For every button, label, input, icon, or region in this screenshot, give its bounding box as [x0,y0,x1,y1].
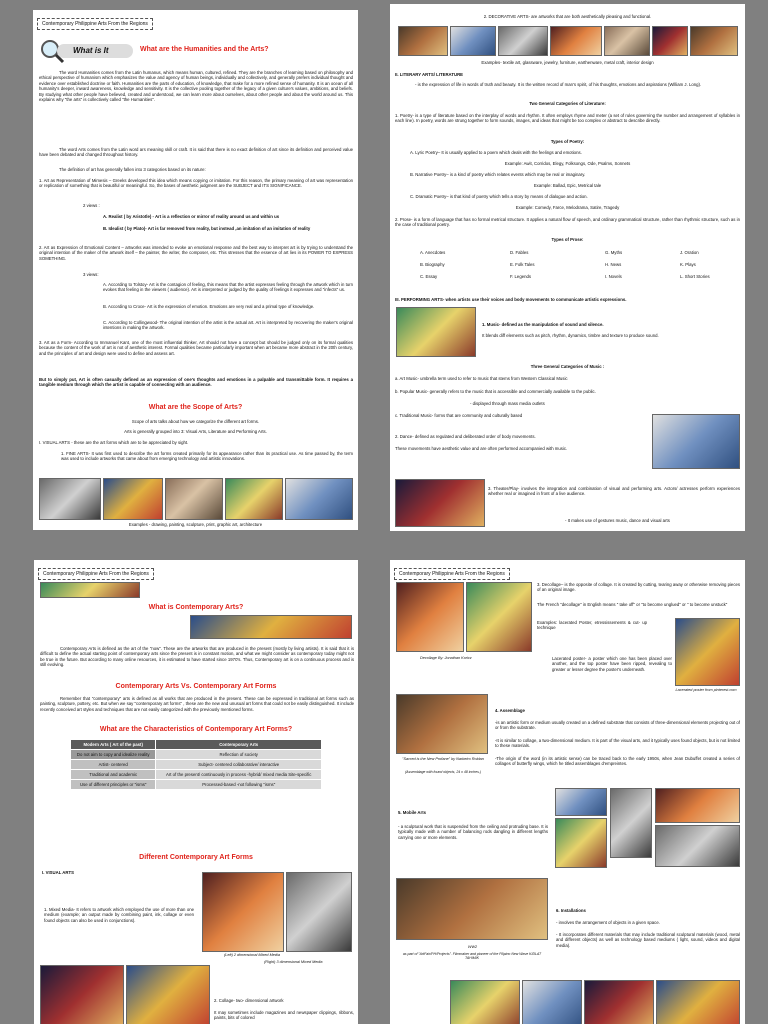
table-cell: Use of different principles or "isms" [71,780,156,790]
visual-arts-heading: I. VISUAL ARTS [42,870,74,875]
performing-arts-heading: III. PERFORMING ARTS- when artists use their voices and body movements to communicate artistic expressions. [395,297,627,302]
para-categories: The definition of art has generally fallen into 3 categories based on its nature: [59,167,206,172]
typography-art-2 [522,980,582,1024]
prose-type: A. Anecdotes [420,250,446,255]
what-is-it-label: What is It [73,46,109,55]
sculpture-image [165,478,223,520]
narrative-examples: Example: Ballad, Epic, Metrical tale [533,183,602,188]
music-illustration [396,307,476,357]
literary-heading: II. LITERARY ARTS/ LITERATURE [395,72,464,77]
table-cell: Processed-based -not following "isms" [156,780,322,790]
eye-drawing-image [39,478,101,520]
jewelry-image [498,26,548,56]
fine-arts-caption: Examples - drawing, painting, sculpture, print, graphic art, architecture [128,522,263,527]
table-cell: Do not aim to copy and idealize reality [71,750,156,760]
prose-type: K. Plays [680,262,696,267]
dance-definition: 2. Dance- defined as regulated and deliberated order of body movements. [395,434,536,439]
theater-definition: 3. Theater/Play- involves the integration and combination of visual and performing arts. Actors/ actresses perform experiences whether real or imagined in front of a live audience. [488,486,740,497]
metal-craft-image [652,26,688,56]
mobile-arts-heading: 5. Mobile Arts [398,810,427,815]
collage-definition: 2. Collage- two- dimensional artwork [214,998,284,1003]
types-of-poetry-heading: Types of Poetry: [550,139,585,144]
two-categories-heading: Two General Categories of Literature: [529,101,606,106]
graphic-art-image [225,478,283,520]
table-cell: Subject- centered collaborative/ interactive [156,760,322,770]
traditional-music: c. Traditional Music- forms that are community and culturally based [395,413,523,418]
mixed-media-2d-image [202,872,284,952]
lyric-examples: Example: Awit, Corridos, Elegy, Folksongs, Ode, Psalms, Sonnets [504,161,631,166]
header-art-strip [40,582,140,598]
prose-type: L. Short Stories [680,274,710,279]
prose-types-grid [420,250,730,284]
architecture-image [285,478,353,520]
header-label: Contemporary Philippine Arts From the Regions [38,568,154,580]
collage-image-2 [126,965,210,1024]
caption-right: (Right) 3 dimensional Mixed Media [264,960,323,964]
para-summary: But to simply put, Art is often casually defined as an expression of one's thoughts and emotions in a palpable and transmittable form. It requires a tangible medium through which the artist is capable of connecting with an audience. [39,377,353,388]
views-2: 2 views : [83,203,100,208]
table-cell: Reflection of society [156,750,322,760]
installation-image [396,878,548,940]
mobile-art-image-3 [655,788,740,823]
dance-description: These movements have aesthetic value and are often performed accompanied with music. [395,446,568,451]
table-cell: Artist- centered [71,760,156,770]
glassware-image [450,26,496,56]
installations-heading: 6. Installations [556,908,586,913]
assemblage-point-3: -The origin of the word (in its artistic sense) can be traced back to the early 1950s, when Jean Dubuffet created a series of collages of butterfly wings, which he titled assemblages d'empreintes. [495,756,740,767]
music-elements: It blends diff elements such as pitch, rhythm, dynamics, timbre and texture to produce sound. [482,333,659,338]
table-cell: Traditional and academic [71,770,156,780]
prose-type: B. Biography [420,262,445,267]
caption-left: (Left) 2 dimensional Mixed Media [224,953,280,957]
mobile-arts-definition: - a sculptural work that is suspended from the ceiling and protruding base. It is typically made with a number of balancing rods dangling in different lengths carrying one or more elements. [398,824,548,840]
decollage-examples: Examples: lacerated Poster, etressissements & cut- up technique [537,620,647,631]
prose-type: D. Fables [510,250,529,255]
assemblage-image [396,694,488,754]
mobile-art-image-2 [610,788,652,858]
mixed-media-3d-image [286,872,352,952]
assemblage-point-1: -is an artistic form or medium usually created on a defined substrate that consists of three-dimensional elements projecting out of or from the substrate. [495,720,740,731]
installation-caption: WW2 [467,945,478,949]
table-row [71,760,322,770]
lacerated-poster-image [675,618,740,686]
music-categories-heading: Three General Categories of Music : [530,364,605,369]
table-header-modern: Modern Arts ( Art of the past) [71,740,156,750]
theater-image [395,479,485,527]
decollage-french: The French "decollage" in English means " take off" or "to become unglued" or " to become unstuck" [537,602,728,607]
vs-paragraph: Remember that "contemporary" arts is defined as all works that are produced in the present. These can be expressed in traditional art forms such as painting, sculpture, pottery, etc. But when we say "contemporary art forms" , these are the new and unusual art forms that could not be easily distinguished. It include recently conceived art styles and techniques that are not easily categorized with the previously mentioned forms. [40,696,354,712]
dance-image [652,414,740,469]
interior-design-image [690,26,738,56]
comparison-table [70,739,322,790]
installation-caption-2: as part of "ArtFair/PH/Projects". Filmmaker and pioneer of the Filipino New Wave KIDLAT TAHIMIK [402,952,542,961]
visual-arts-heading: I. VISUAL ARTS - these are the art forms which are to be appreciated by sight. [39,440,189,445]
prose-type: E. Folk Tales [510,262,535,267]
table-row [71,770,322,780]
table-cell: Art of the present/ continuously in process -hybrid/ mixed media Site-specific [156,770,322,780]
decollage-image-1 [396,582,464,652]
table-row [71,750,322,760]
view-realist: A. Realist ( by Aristotle) - Art is a reflection or mirror of reality around us and within us [103,214,280,219]
fine-arts: 1. FINE ARTS- It was first used to describe the art forms created primarily for its appearance rather than its practical use. As time passed by, the term was used to include artworks that came about from emerging technology and artistic innovations. [61,451,353,462]
scope-line-1: Scope of arts talks about how we categorize the different art forms. [131,419,260,424]
theater-gestures: - It makes use of gestures music, dance and visual arts [565,518,670,523]
scope-line-2: Arts is generally grouped into 3: Visual Arts, Literature and Performing Arts. [124,429,267,434]
collage-image-1 [40,965,124,1024]
prose-type: F. Legends [510,274,532,279]
prose-definition: 2. Prose- is a form of language that has no formal metrical structure. It applies a natural flow of speech, and ordinary grammatical structure, rather than rhythmic structure, such as in the case of traditional poetry. [395,217,740,228]
prose-type: H. News [605,262,622,267]
decorative-arts: 2. DECORATIVE ARTS- are artworks that are both aesthetically pleasing and functional. [483,14,652,19]
view-collingwood: C. According to Collingwood- The original intention of the artist is the actual art. Art is interpreted by recovering the maker's original intentions in making the artwork. [103,320,353,331]
lacerated-caption: Lacerated poster from pinterest.com [675,688,737,692]
lacerated-poster-definition: Lacerated poster- a poster which one has been placed over another, and the top poster have been ripped, revealing to greater or lesser degree the poster's underneath. [552,656,672,672]
mobile-art-image-4 [555,818,607,868]
contemporary-art-banner [190,615,352,639]
view-tolstoy: A. According to Tolstoy- Art is the contagion of feeling, this means that the artist expresses feeling through the artwork which in turn evokes that feeling in the viewers ( audience). Art is interpreted or judged by the quality of feelings it expresses and "infects" us. [103,282,353,293]
page-literary-performing-arts [390,4,745,531]
mobile-art-image-1 [555,788,607,816]
table-header-contemporary: Contemporary Arts [156,740,322,750]
popular-music-media: - displayed through mass media outlets [470,401,545,406]
dramatic-examples: Example: Comedy, Farce, Melodrama, Satire, Tragedy [515,205,620,210]
characteristics-title: What are the Characteristics of Contemporary Art Forms? [99,726,293,733]
furniture-image [550,26,602,56]
collage-description: It may sometimes include magazines and newspaper clippings, ribbons, paints, bits of colored [214,1010,354,1021]
prose-type: I. Novels [605,274,622,279]
assemblage-caption-2: (Assemblage with found objects, 24 x 48 inches.) [404,770,482,774]
types-of-prose-heading: Types of Prose: [551,237,584,242]
painting-image [103,478,163,520]
page-humanities-and-arts [33,10,358,530]
vs-title: Contemporary Arts Vs. Contemporary Art Forms [115,683,277,690]
page-title: What are the Humanities and the Arts? [140,46,269,53]
assemblage-heading: 4. Assemblage [495,708,525,713]
item-expression: 2. Art as Expression of Emotional Content – artworks was intended to evoke an emotional response and the best way to interpret art is by trying to understand the original intention of the maker of the artwork itself – the painter, the writer, the composer, etc. This stresses that the essence of art lies in its POWER TO EXPRESS SOMETHING. [39,245,353,261]
item-form: 3. Art as a Form- According to Immanuel Kant, one of the most influential thinker, Art should not have a concept but should be judged only on its formal qualities because the content of the work of art is not of aesthetic interest. Formal qualities became particularly important when art became more abstract in the 20th century, and the principles of art and design were used to define and assess art. [39,340,353,356]
decollage-caption: Decollage By: Jonathan Koricz [420,656,472,660]
prose-type: G. Myths [605,250,623,255]
narrative-poetry: B. Narrative Poetry– is a kind of poetry which relates events which may be real or imaginary. [410,172,586,177]
decollage-definition: 3. Decollage– is the opposite of collage. It is created by cutting, tearing away or otherwise removing pieces of an original image. [537,582,740,593]
typography-art-3 [584,980,654,1024]
music-definition: 1. Music- defined as the manipulation of sound and silence. [482,322,604,327]
popular-music: b. Popular Music- generally refers to the music that is accessible and commercially available to the public. [395,389,596,394]
art-music: a. Art Music- umbrella term used to refer to music that stems from Western Classical Music [395,376,568,381]
assemblage-point-2: -It is similar to collage, a two-dimensional medium. It is part of the visual arts, and it typically uses found objects, but is not limited to these materials. [495,738,740,749]
scope-title: What are the Scope of Arts? [148,404,243,411]
header-label: Contemporary Philippine Arts From the Regions [394,568,510,580]
literary-definition: - is the expression of life in words of truth and beauty. It is the written record of man's spirit, of his thoughts, emotions and aspirations (William J. Long). [415,82,702,87]
poetry-definition: 1. Poetry- is a type of literature based on the interplay of words and rhythm. It often employs rhyme and meter (a set of rules governing the number and arrangement of syllables in each line). In poetry, words are strung together to form sounds, images, and ideas that might be too complex or abstract to describe directly. [395,113,740,124]
installations-point-2: - It incorporates different materials that may include traditional sculptural materials (wood, metal and different objects) as well as technology based mediums ( light, sound, videos and digital media). [556,932,740,948]
textile-image [398,26,448,56]
view-croce: B. According to Croce- Art is the expression of emotion. Emotions are very real and a primal type of knowledge. [103,304,315,309]
installations-point-1: - involves the arrangement of objects in a given space. [556,920,660,925]
mobile-art-image-5 [655,825,740,867]
prose-type: C. Essay [420,274,438,279]
earthenware-image [604,26,650,56]
decollage-image-2 [466,582,532,652]
forms-title: Different Contemporary Art Forms [139,854,253,861]
typography-art-1 [450,980,520,1024]
para-humanities: The word Humanities comes from the Latin humanus, which means human, cultured, refined. They are the branches of learning based on philosophy and ethical perspective of humanism which emphasizes the value and agency of human beings, individually and collectively, and generally prefers individual thought and evidence over established doctrine or faith. Humanities are the parts of education, of knowledge, that make for a more refined sense of humanity. It is an ocean of all humanity's deeper, inward awareness, knowledge and sensitivity. It is the collective pooling together of the legacy of a given culture's values, ambitions, and beliefs. By studying what other people have believed, created and understood, we can learn more about ourselves, about other people and about the world around us. This explains why "the arts" is collectively called "the Humanities". [39,70,353,103]
assemblage-caption: "Sacred is the New Profane" by Narbeiro Roldan [402,757,484,761]
typography-art-4 [656,980,740,1024]
views-3: 3 views: [83,272,99,277]
contemporary-title: What is Contemporary Arts? [148,604,244,611]
header-label: Contemporary Philippine Arts From the Regions [37,18,153,30]
mixed-media-definition: 1. Mixed Media- It refers to artwork which employed the use of more than one medium (example; an output made by combining paint, ink, collage or even found objects can also be used in conjunctions). [44,907,194,923]
contemporary-definition: Contemporary Arts is defined as the art of the "now". These are the artworks that are produced in the present (mostly by living artists). It is said that it is difficult to define the actual starting point of contemporary arts since the present is in constant motion, and what we might consider as contemporary today might not be true in the future. But according to many online resources, it is estimated to have started since 1970's. Thus, Contemporary art is on a continuous process and is still evolving. [40,646,354,668]
dramatic-poetry: C. Dramatic Poetry– is that kind of poetry which tells a story by means of dialogue and action. [410,194,588,199]
lyric-poetry: A. Lyric Poetry– It is usually applied to a poem which deals with the feelings and emotions. [410,150,582,155]
page-contemporary-forms [390,560,745,1024]
page-contemporary-arts [34,560,358,1024]
para-arts: The word Arts comes from the Latin word ars meaning skill or craft. It is said that there is no exact definition of art since its definition and perceived value have been debated and changed throughout history. [39,147,353,158]
decorative-caption: Examples- textile art, glassware, jewelry, furniture, earthenware, metal craft, interior design [481,60,654,65]
prose-type: J. Oration [680,250,699,255]
view-idealist: B. Idealist ( by Plato)- Art is far removed from reality, but instead ,an imitation of an imitation of reality [103,226,311,231]
table-row [71,780,322,790]
item-mimesis: 1. Art as Representation of Mimesis – Greeks developed this idea which means copying or imitation. For this reason, the primary meaning of art was representation or replication of something that is beautiful or meaningful. So, the bases of aesthetic judgment are the SUBJECT and ITS SIGNIFICANCE. [39,178,353,189]
